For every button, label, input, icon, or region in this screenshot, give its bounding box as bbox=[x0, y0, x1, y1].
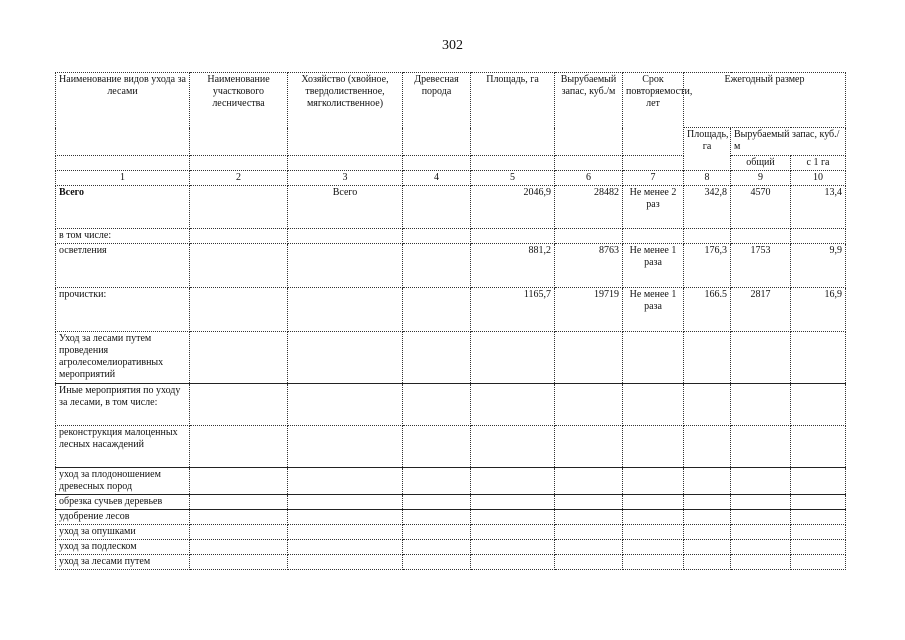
row-area bbox=[471, 525, 555, 540]
row-annual-per-ha bbox=[791, 510, 846, 525]
row-annual-total: 4570 bbox=[731, 186, 791, 229]
row-annual-per-ha: 13,4 bbox=[791, 186, 846, 229]
row-period bbox=[623, 510, 684, 525]
row-area bbox=[471, 510, 555, 525]
row-stock bbox=[555, 426, 623, 468]
row-economy bbox=[288, 510, 403, 525]
row-annual-total: 1753 bbox=[731, 244, 791, 288]
row-area: 1165,7 bbox=[471, 288, 555, 332]
row-economy bbox=[288, 384, 403, 426]
row-species bbox=[403, 244, 471, 288]
row-annual-per-ha bbox=[791, 229, 846, 244]
row-annual-per-ha bbox=[791, 384, 846, 426]
row-annual-total bbox=[731, 468, 791, 495]
row-annual-per-ha: 9,9 bbox=[791, 244, 846, 288]
row-stock bbox=[555, 540, 623, 555]
table-row bbox=[56, 495, 846, 510]
row-economy bbox=[288, 495, 403, 510]
row-annual-area bbox=[684, 332, 731, 384]
row-forestry bbox=[190, 186, 288, 229]
header-period: Срок повторяемости, лет bbox=[623, 73, 684, 156]
row-annual-area bbox=[684, 229, 731, 244]
row-forestry bbox=[190, 510, 288, 525]
row-period bbox=[623, 332, 684, 384]
row-period: Не менее 2 раз bbox=[623, 186, 684, 229]
column-number: 10 bbox=[791, 171, 846, 186]
row-name: Всего bbox=[56, 186, 190, 229]
row-annual-total bbox=[731, 555, 791, 570]
table-row bbox=[56, 540, 846, 555]
header-forestry: Наименование участкового лесничества bbox=[190, 73, 288, 156]
row-annual-per-ha bbox=[791, 495, 846, 510]
row-annual-area bbox=[684, 510, 731, 525]
row-stock bbox=[555, 332, 623, 384]
row-annual-area: 176,3 bbox=[684, 244, 731, 288]
row-name: в том числе: bbox=[56, 229, 190, 244]
row-area: 881,2 bbox=[471, 244, 555, 288]
row-period: Не менее 1 раза bbox=[623, 288, 684, 332]
header-stock: Вырубаемый запас, куб./м bbox=[555, 73, 623, 156]
row-species bbox=[403, 426, 471, 468]
row-species bbox=[403, 186, 471, 229]
row-name: реконструкция малоценных лесных насаждений bbox=[56, 426, 190, 468]
row-economy bbox=[288, 229, 403, 244]
row-annual-per-ha: 16,9 bbox=[791, 288, 846, 332]
column-number: 4 bbox=[403, 171, 471, 186]
row-stock bbox=[555, 525, 623, 540]
table-row bbox=[56, 244, 846, 288]
row-name: уход за опушками bbox=[56, 525, 190, 540]
row-annual-area bbox=[684, 426, 731, 468]
row-economy: Всего bbox=[288, 186, 403, 229]
row-annual-total bbox=[731, 229, 791, 244]
row-annual-per-ha bbox=[791, 525, 846, 540]
row-name: уход за подлеском bbox=[56, 540, 190, 555]
row-stock bbox=[555, 468, 623, 495]
row-annual-total bbox=[731, 332, 791, 384]
row-annual-area bbox=[684, 540, 731, 555]
row-area: 2046,9 bbox=[471, 186, 555, 229]
row-species bbox=[403, 384, 471, 426]
table-row bbox=[56, 229, 846, 244]
header-species: Древесная порода bbox=[403, 73, 471, 156]
column-number: 7 bbox=[623, 171, 684, 186]
row-annual-per-ha bbox=[791, 468, 846, 495]
page-number: 302 bbox=[442, 38, 463, 53]
row-forestry bbox=[190, 525, 288, 540]
row-annual-total bbox=[731, 525, 791, 540]
row-name: удобрение лесов bbox=[56, 510, 190, 525]
header-annual-area: Площадь, га bbox=[684, 128, 731, 171]
column-number: 1 bbox=[56, 171, 190, 186]
table-row bbox=[56, 468, 846, 495]
row-annual-area: 166.5 bbox=[684, 288, 731, 332]
row-annual-area bbox=[684, 468, 731, 495]
row-species bbox=[403, 510, 471, 525]
row-forestry bbox=[190, 384, 288, 426]
row-economy bbox=[288, 426, 403, 468]
row-area bbox=[471, 426, 555, 468]
row-economy bbox=[288, 525, 403, 540]
row-annual-area bbox=[684, 495, 731, 510]
table-row bbox=[56, 332, 846, 384]
row-forestry bbox=[190, 244, 288, 288]
column-number: 6 bbox=[555, 171, 623, 186]
row-period bbox=[623, 540, 684, 555]
row-name: уход за лесами путем bbox=[56, 555, 190, 570]
row-period bbox=[623, 426, 684, 468]
row-annual-area bbox=[684, 555, 731, 570]
row-forestry bbox=[190, 468, 288, 495]
row-forestry bbox=[190, 426, 288, 468]
row-period bbox=[623, 495, 684, 510]
column-number: 9 bbox=[731, 171, 791, 186]
row-name: уход за плодоношением древесных пород bbox=[56, 468, 190, 495]
row-annual-total: 2817 bbox=[731, 288, 791, 332]
row-economy bbox=[288, 288, 403, 332]
column-number: 5 bbox=[471, 171, 555, 186]
row-period bbox=[623, 229, 684, 244]
table-row bbox=[56, 555, 846, 570]
header-area: Площадь, га bbox=[471, 73, 555, 156]
row-annual-total bbox=[731, 540, 791, 555]
column-number: 2 bbox=[190, 171, 288, 186]
row-period bbox=[623, 555, 684, 570]
header-row-1 bbox=[56, 73, 846, 128]
row-forestry bbox=[190, 288, 288, 332]
row-annual-total bbox=[731, 510, 791, 525]
row-area bbox=[471, 229, 555, 244]
header-annual-per-ha: с 1 га bbox=[791, 156, 846, 171]
row-forestry bbox=[190, 332, 288, 384]
row-economy bbox=[288, 540, 403, 555]
row-period bbox=[623, 468, 684, 495]
row-period bbox=[623, 525, 684, 540]
row-area bbox=[471, 555, 555, 570]
column-number: 8 bbox=[684, 171, 731, 186]
row-stock bbox=[555, 555, 623, 570]
row-area bbox=[471, 468, 555, 495]
table-row bbox=[56, 426, 846, 468]
row-period: Не менее 1 раза bbox=[623, 244, 684, 288]
table-row bbox=[56, 510, 846, 525]
row-period bbox=[623, 384, 684, 426]
table-row bbox=[56, 384, 846, 426]
header-annual-stock: Вырубаемый запас, куб./м bbox=[731, 128, 846, 156]
row-species bbox=[403, 540, 471, 555]
row-annual-total bbox=[731, 384, 791, 426]
header-economy: Хозяйство (хвойное, твердолиственное, мягколиственное) bbox=[288, 73, 403, 156]
row-annual-per-ha bbox=[791, 332, 846, 384]
row-forestry bbox=[190, 540, 288, 555]
row-name: Иные мероприятия по уходу за лесами, в том числе: bbox=[56, 384, 190, 426]
row-species bbox=[403, 555, 471, 570]
row-species bbox=[403, 495, 471, 510]
row-area bbox=[471, 332, 555, 384]
table-row bbox=[56, 525, 846, 540]
column-number-row bbox=[56, 171, 846, 186]
row-economy bbox=[288, 555, 403, 570]
row-annual-area bbox=[684, 384, 731, 426]
row-species bbox=[403, 332, 471, 384]
row-economy bbox=[288, 244, 403, 288]
header-care-type: Наименование видов ухода за лесами bbox=[56, 73, 190, 156]
row-annual-per-ha bbox=[791, 426, 846, 468]
row-annual-total bbox=[731, 495, 791, 510]
row-annual-area: 342,8 bbox=[684, 186, 731, 229]
row-economy bbox=[288, 332, 403, 384]
row-stock bbox=[555, 510, 623, 525]
row-economy bbox=[288, 468, 403, 495]
row-stock: 8763 bbox=[555, 244, 623, 288]
row-species bbox=[403, 468, 471, 495]
row-stock bbox=[555, 495, 623, 510]
row-stock bbox=[555, 384, 623, 426]
row-annual-per-ha bbox=[791, 555, 846, 570]
table-row bbox=[56, 288, 846, 332]
row-name: обрезка сучьев деревьев bbox=[56, 495, 190, 510]
row-area bbox=[471, 540, 555, 555]
row-forestry bbox=[190, 229, 288, 244]
row-stock: 28482 bbox=[555, 186, 623, 229]
row-area bbox=[471, 384, 555, 426]
forest-care-table bbox=[55, 72, 846, 570]
row-annual-area bbox=[684, 525, 731, 540]
row-forestry bbox=[190, 495, 288, 510]
row-annual-total bbox=[731, 426, 791, 468]
header-annual: Ежегодный размер bbox=[684, 73, 846, 128]
header-annual-total: общий bbox=[731, 156, 791, 171]
row-stock bbox=[555, 229, 623, 244]
row-name: осветления bbox=[56, 244, 190, 288]
row-area bbox=[471, 495, 555, 510]
row-species bbox=[403, 288, 471, 332]
column-number: 3 bbox=[288, 171, 403, 186]
row-species bbox=[403, 229, 471, 244]
row-name: Уход за лесами путем проведения агролесомелиоративных мероприятий bbox=[56, 332, 190, 384]
row-name: прочистки: bbox=[56, 288, 190, 332]
row-stock: 19719 bbox=[555, 288, 623, 332]
table-row bbox=[56, 186, 846, 229]
row-annual-per-ha bbox=[791, 540, 846, 555]
row-species bbox=[403, 525, 471, 540]
row-forestry bbox=[190, 555, 288, 570]
